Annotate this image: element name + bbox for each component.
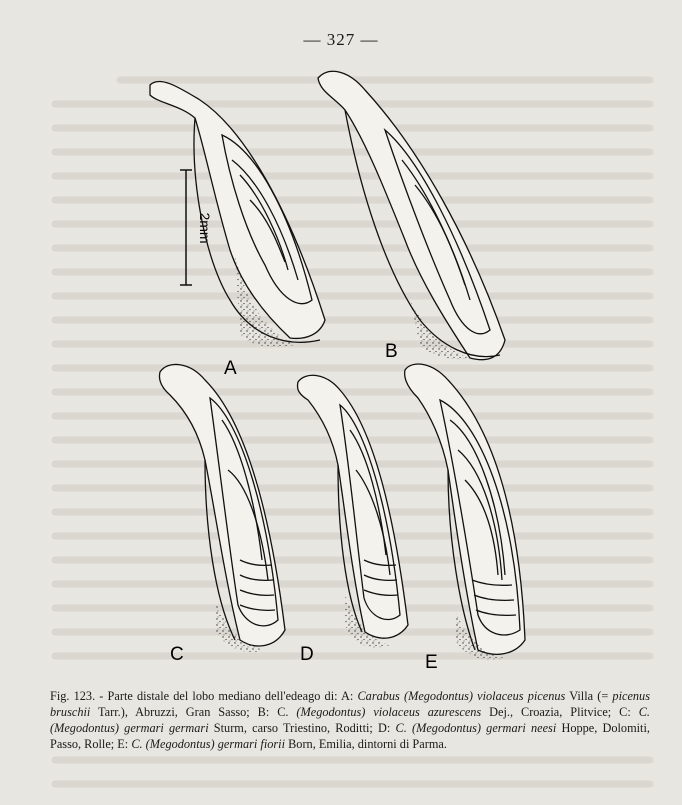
specimen-d-label: D bbox=[300, 644, 314, 665]
figure-caption bbox=[50, 688, 650, 752]
caption-taxon: C. (Megodontus) germari germari bbox=[50, 705, 650, 735]
caption-taxon: (Megodontus) violaceus azurescens bbox=[296, 705, 482, 719]
specimen-a-drawing bbox=[150, 81, 325, 347]
caption-text: Sturm, carso Triestino, Roditti; D: bbox=[208, 721, 396, 735]
specimen-d-drawing bbox=[297, 375, 408, 647]
caption-taxon: picenus bruschii bbox=[50, 689, 650, 719]
specimen-c-drawing bbox=[159, 364, 285, 652]
caption-taxon: C. (Megodontus) germari fiorii bbox=[131, 737, 286, 751]
scale-bar-label: 2mm bbox=[197, 212, 213, 244]
page-number: — 327 — bbox=[303, 30, 379, 49]
caption-text: Hoppe, Dolomiti, Passo, Rolle; E: bbox=[50, 721, 650, 751]
specimen-b-label: B bbox=[385, 341, 398, 362]
specimen-a-label: A bbox=[224, 358, 237, 379]
specimen-c-label: C bbox=[170, 644, 184, 665]
caption-taxon: Carabus (Megodontus) violaceus picenus bbox=[357, 689, 566, 703]
specimen-e-drawing bbox=[405, 364, 525, 660]
specimen-b-drawing bbox=[318, 71, 505, 359]
caption-text: Villa (= bbox=[565, 689, 613, 703]
caption-text: Born, Emilia, dintorni di Parma. bbox=[285, 737, 447, 751]
caption-fig-label: Fig. 123. bbox=[50, 689, 96, 703]
caption-text: Tarr.), Abruzzi, Gran Sasso; B: C. bbox=[90, 705, 297, 719]
caption-taxon: C. (Megodontus) germari neesi bbox=[395, 721, 557, 735]
caption-text: Dej., Croazia, Plitvice; C: bbox=[481, 705, 639, 719]
caption-text: - Parte distale del lobo mediano dell'edeago di: A: bbox=[95, 689, 358, 703]
specimen-e-label: E bbox=[425, 652, 438, 673]
